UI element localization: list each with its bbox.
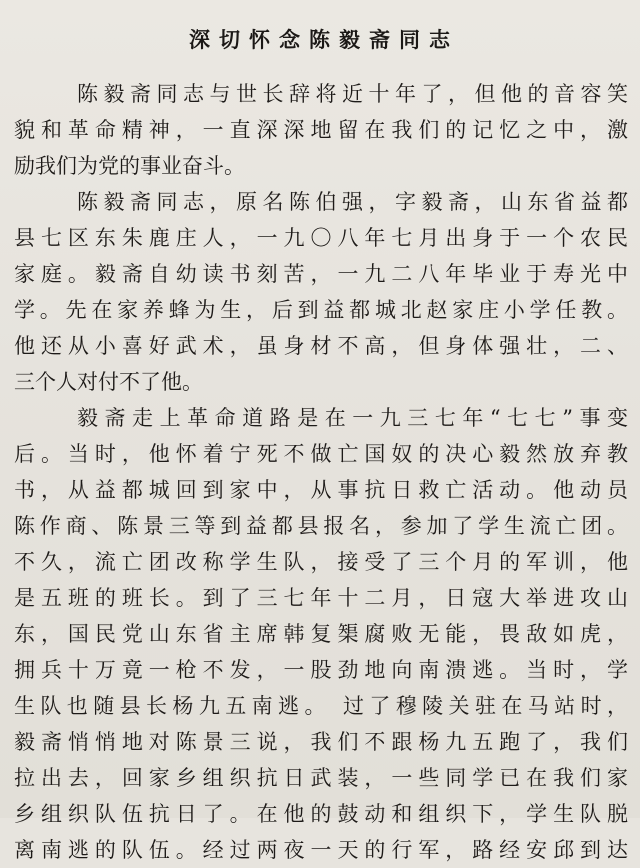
paragraph-line: 拥兵十万竟一枪不发，一股劲地向南溃逃。当时，学 [14, 658, 628, 682]
paragraph-line: 生队也随县长杨九五南逃。 过了穆陵关驻在马站时， [14, 694, 628, 718]
paragraph-line: 东，国民党山东省主席韩复榘腐败无能，畏敌如虎， [14, 622, 628, 646]
paragraph-line: 书，从益都城回到家中，从事抗日救亡活动。他动员 [14, 478, 628, 502]
paragraph-3 [14, 400, 628, 868]
paragraph-line: 他还从小喜好武术，虽身材不高，但身体强壮，二、 [14, 334, 628, 358]
paragraph-line: 家庭。毅斋自幼读书刻苦，一九二八年毕业于寿光中 [14, 262, 628, 286]
paragraph-line: 后。当时，他怀着宁死不做亡国奴的决心毅然放弃教 [14, 442, 628, 466]
paragraph-line: 毅斋悄悄地对陈景三说，我们不跟杨九五跑了，我们 [14, 730, 628, 754]
paragraph-line: 励我们为党的事业奋斗。 [14, 154, 245, 178]
paragraph-1 [14, 76, 628, 184]
paragraph-line: 三个人对付不了他。 [14, 370, 203, 394]
page-title: 深切怀念陈毅斋同志 [189, 27, 459, 52]
paragraph-line: 是五班的班长。到了三七年十二月，日寇大举进攻山 [14, 586, 628, 610]
paragraph-line: 陈毅斋同志，原名陈伯强，字毅斋，山东省益都 [77, 190, 628, 214]
paragraph-line: 貌和革命精神，一直深深地留在我们的记忆之中，激 [14, 118, 628, 142]
paragraph-line: 乡组织队伍抗日了。在他的鼓动和组织下，学生队脱 [14, 802, 628, 826]
paragraph-line: 陈作商、陈景三等到益都县报名，参加了学生流亡团。 [14, 514, 628, 538]
paragraph-line: 拉出去，回家乡组织抗日武装，一些同学已在我们家 [14, 766, 628, 790]
paragraph-line: 陈毅斋同志与世长辞将近十年了，但他的音容笑 [77, 82, 628, 106]
paragraph-line: 学。先在家养蜂为生，后到益都城北赵家庄小学任教。 [14, 298, 628, 322]
paragraph-line: 不久，流亡团改称学生队，接受了三个月的军训，他 [14, 550, 628, 574]
paragraph-line: 毅斋走上革命道路是在一九三七年“七七”事变 [77, 406, 628, 430]
paragraph-2 [14, 184, 628, 400]
paragraph-line: 县七区东朱鹿庄人，一九〇八年七月出身于一个农民 [14, 226, 628, 250]
paragraph-line: 离南逃的队伍。经过两夜一天的行军，路经安邱到达 [14, 838, 628, 862]
